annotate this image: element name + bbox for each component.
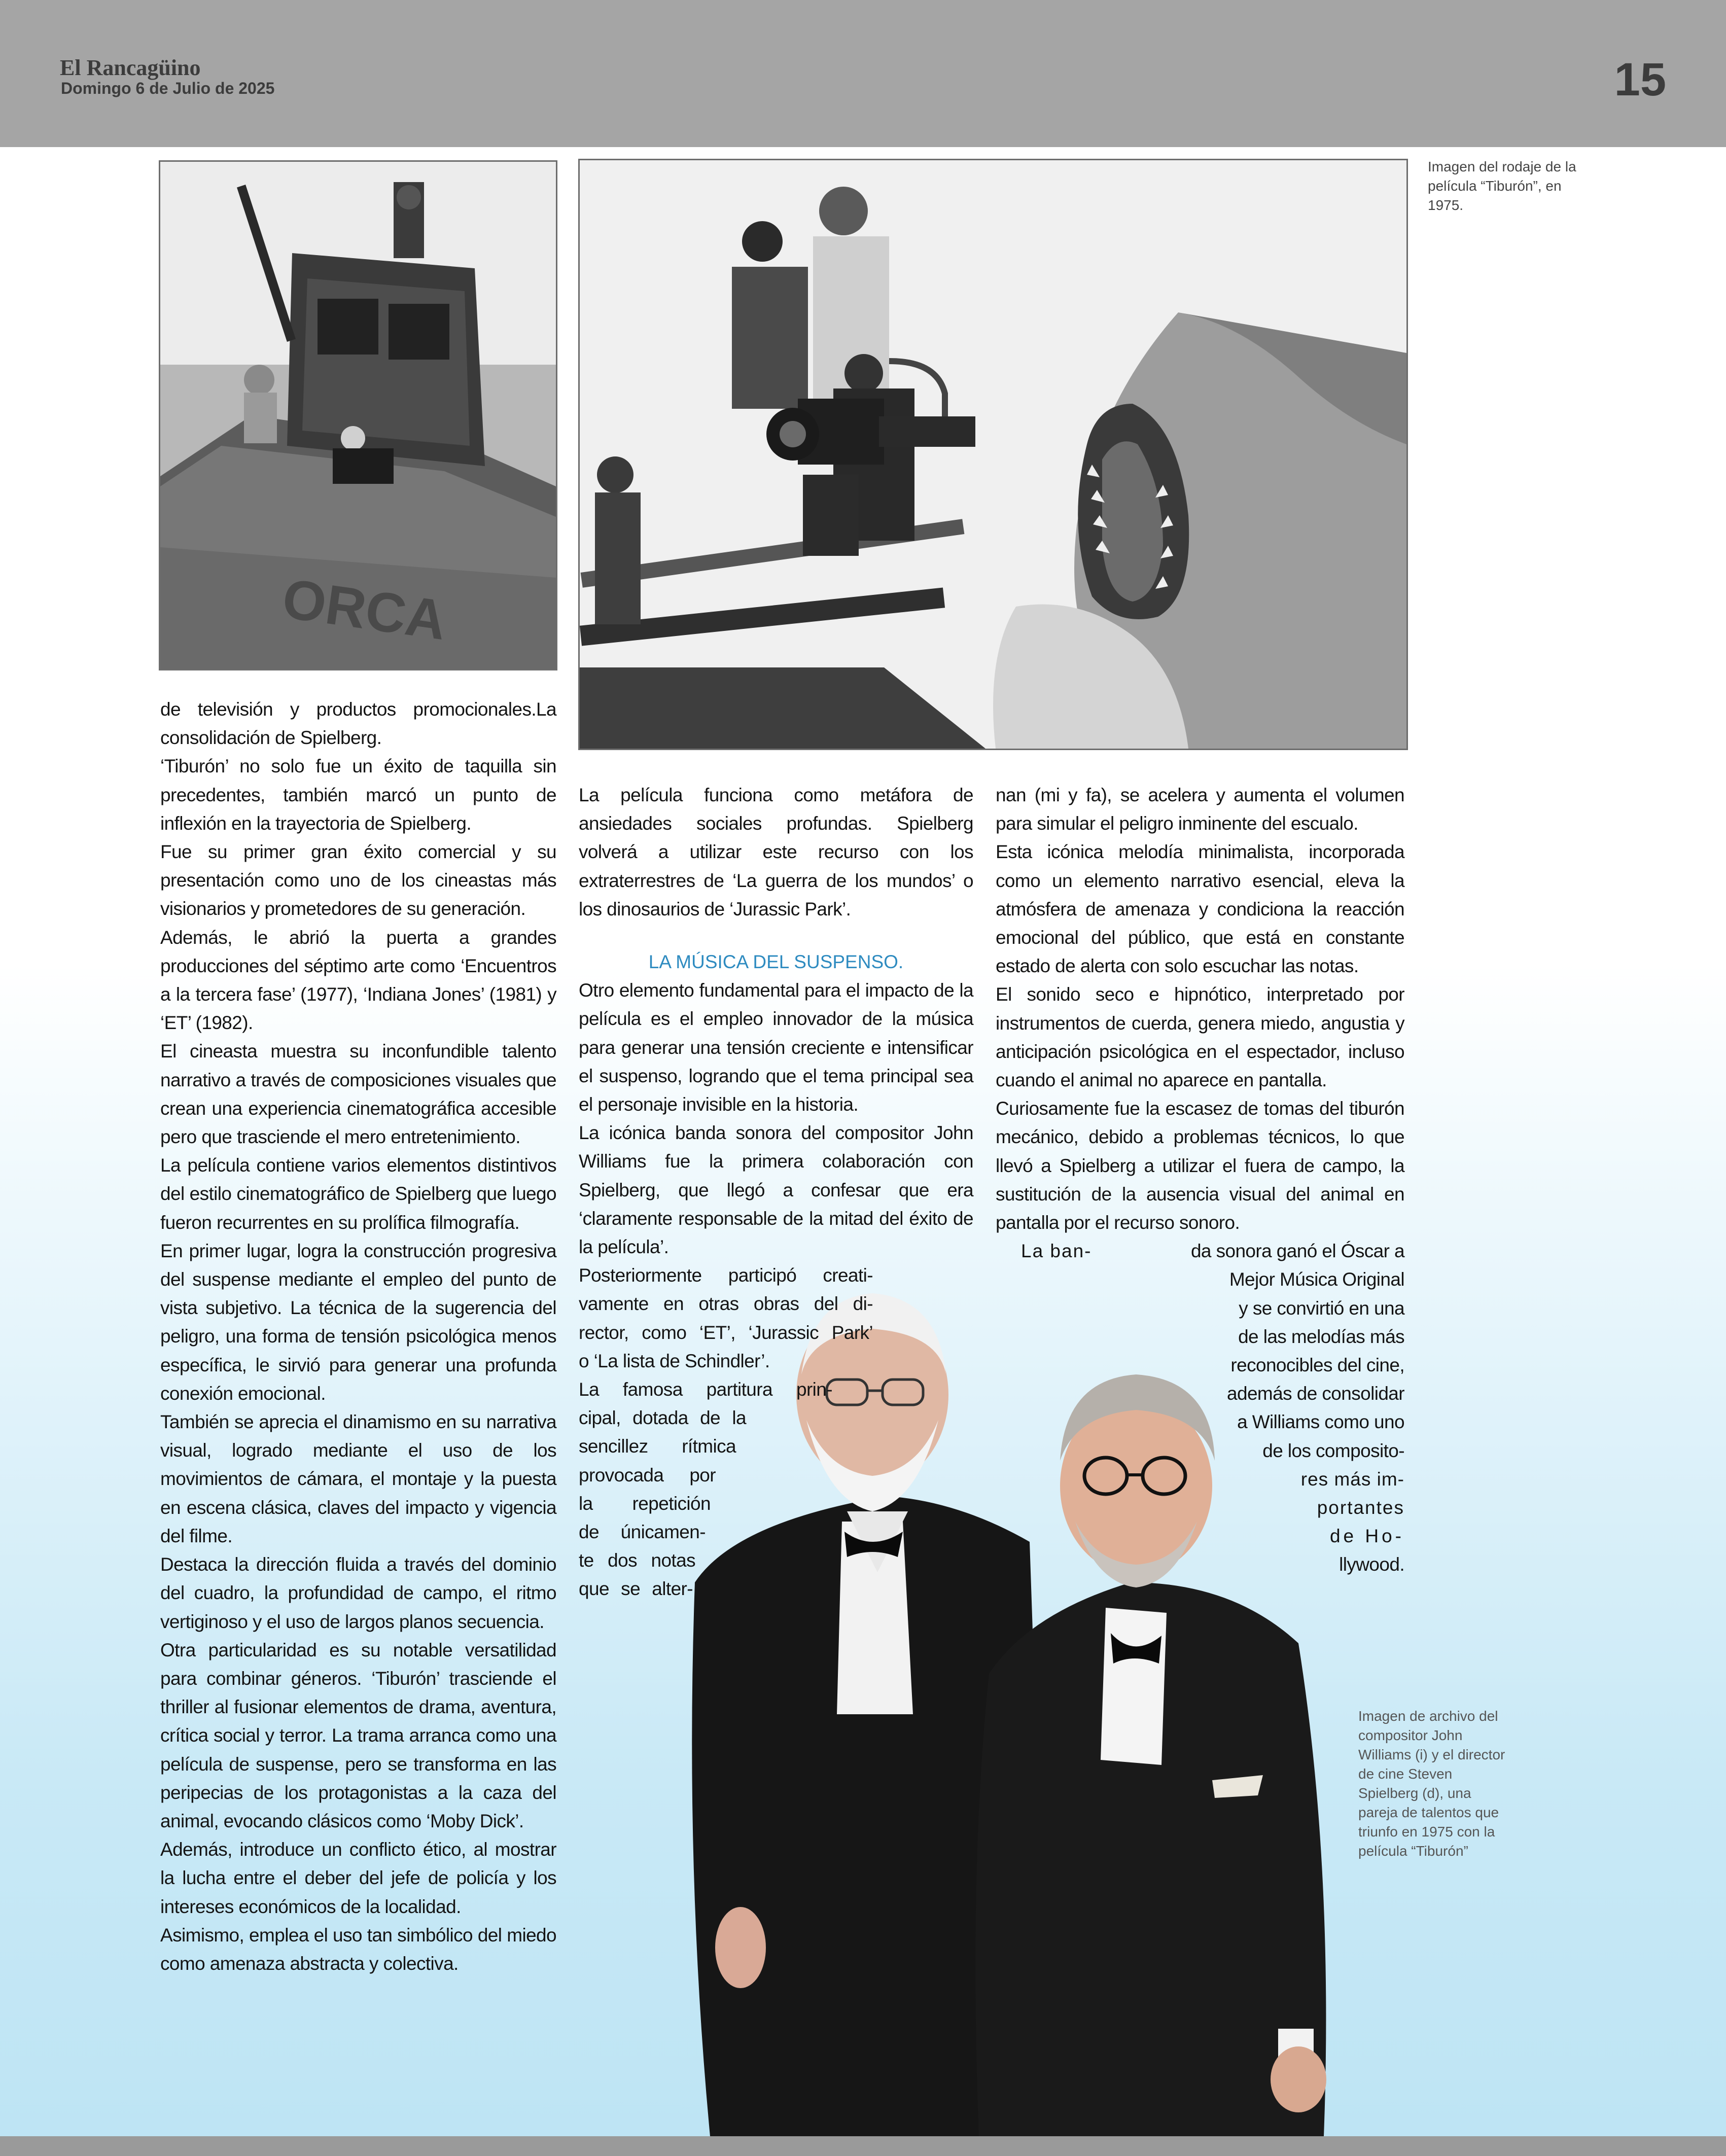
text-line: Mejor Música Original [1229, 1269, 1404, 1290]
text-line: de los composito- [1262, 1440, 1404, 1461]
paragraph: La película funciona como metáfora de ansiedades sociales profundas. Spielberg volverá a utilizar este recurso con los extraterrestres de ‘La guerra de los mundos’ o los dinosaurios de ‘Jurassic Park’. [579, 785, 973, 920]
text-line: provocada por [579, 1464, 716, 1486]
text-line: portantes [1317, 1497, 1404, 1518]
paragraph: de televisión y productos promocionales.La consolidación de Spielberg. [160, 699, 556, 749]
paragraph: La icónica banda sonora del compositor John Williams fue la primera colaboración con Spielberg, que llegó a confesar que era ‘claramente responsable de la mitad del éxito de la película’. [579, 1122, 973, 1258]
paragraph: En primer lugar, logra la construcción progresiva del suspense mediante el empleo del punto de vista subjetivo. La técnica de la sugerencia del peligro, una forma de tensión psicológica menos específica, le sirvió para generar una profunda conexión emocional. [160, 1240, 556, 1404]
page-number: 15 [1614, 54, 1666, 105]
text-line: y se convirtió en una [1239, 1297, 1404, 1319]
paragraph: Otro elemento fundamental para el impacto de la película es el empleo innovador de la música para generar una tensión creciente e intensificar el suspenso, logrando que el tema principal sea el personaje invisible en la historia. [579, 980, 973, 1115]
text-line: la repetición [579, 1493, 711, 1514]
article-column-1 [160, 695, 556, 1978]
shark-photo [578, 159, 1408, 750]
paragraph: Además, introduce un conflicto ético, al mostrar la lucha entre el deber del jefe de policía y los intereses económicos de la localidad. [160, 1839, 556, 1917]
paragraph: Destaca la dirección fluida a través del dominio del cuadro, la profundidad de campo, el ritmo vertiginoso y el uso de largos planos secuencia. [160, 1554, 556, 1632]
text-line: sencillez rítmica [579, 1436, 736, 1457]
paragraph: nan (mi y fa), se acelera y aumenta el volumen para simular el peligro inminente del escualo. [996, 785, 1404, 834]
boat-illustration [160, 162, 556, 669]
text-line: de Ho- [1329, 1526, 1404, 1547]
text-line: además de consolidar [1227, 1383, 1404, 1404]
paragraph: El sonido seco e hipnótico, interpretado por instrumentos de cuerda, genera miedo, angustia y anticipación psicológica en el espectador, incluso cuando el animal no aparece en pantalla. [996, 984, 1404, 1091]
paragraph: Además, le abrió la puerta a grandes producciones del séptimo arte como ‘Encuentros a la tercera fase’ (1977), ‘Indiana Jones’ (1981) y ‘ET’ (1982). [160, 927, 556, 1034]
article-column-3 [996, 781, 1404, 1579]
paragraph: Fue su primer gran éxito comercial y su presentación como uno de los cineastas más visionarios y prometedores de su generación. [160, 841, 556, 920]
paragraph: El cineasta muestra su inconfundible talento narrativo a través de composiciones visuales que crean una experiencia cinematográfica accesible pero que trasciende el mero entretenimiento. [160, 1041, 556, 1148]
text-line: a Williams como uno [1237, 1411, 1404, 1433]
issue-date: Domingo 6 de Julio de 2025 [61, 79, 275, 97]
text-fragment: La ban- [1021, 1241, 1092, 1262]
section-subhead: LA MÚSICA DEL SUSPENSO. [648, 951, 904, 973]
text-line: reconocibles del cine, [1230, 1355, 1404, 1376]
photo-caption-top: Imagen del rodaje de la película “Tiburón”, en 1975. [1428, 159, 1576, 213]
paragraph: Curiosamente fue la escasez de tomas del tiburón mecánico, debido a problemas técnicos, lo que llevó a Spielberg a utilizar el fuera de campo, la sustitución de la ausencia visual del animal en pantalla por el recurso sonoro. [996, 1098, 1404, 1233]
text-line: rector, como ‘ET’, ‘Jurassic Park’ [579, 1322, 873, 1343]
wrapped-text [996, 1237, 1404, 1579]
text-line: te dos notas [579, 1550, 695, 1571]
boat-photo [159, 160, 557, 670]
text-fragment: da sonora ganó el Óscar a [1190, 1241, 1404, 1262]
text-line: o ‘La lista de Schindler’. [579, 1350, 770, 1371]
svg-text:ORCA: ORCA [278, 567, 450, 652]
text-line: de las melodías más [1238, 1326, 1404, 1347]
paragraph: Esta icónica melodía minimalista, incorporada como un elemento narrativo esencial, eleva la atmósfera de amenaza y condiciona la reacción emocional del público, que está en constante estado de alerta con solo escuchar las notas. [996, 841, 1404, 977]
newspaper-name: El Rancagüino [60, 55, 201, 80]
text-line: vamente en otras obras del di- [579, 1293, 873, 1315]
text-line: de únicamen- [579, 1522, 706, 1543]
text-line: Posteriormente participó creati- [579, 1265, 873, 1286]
text-line-split [996, 1237, 1404, 1265]
paragraph: La película contiene varios elementos distintivos del estilo cinematográfico de Spielberg que luego fueron recurrentes en su prolífica filmografía. [160, 1155, 556, 1233]
footer-band [0, 2136, 1726, 2156]
text-line: cipal, dotada de la [579, 1407, 746, 1429]
paragraph: Otra particularidad es su notable versatilidad para combinar géneros. ‘Tiburón’ trasciende el thriller al fusionar elementos de drama, aventura, crítica social y terror. La trama arranca como una película de suspense, pero se transforma en las peripecias de los protagonistas a la caza del animal, evocando clásicos como ‘Moby Dick’. [160, 1639, 556, 1831]
wrapped-text [579, 1261, 973, 1603]
header-band [0, 0, 1726, 147]
paragraph: Asimismo, emplea el uso tan simbólico del miedo como amenaza abstracta y colectiva. [160, 1924, 556, 1974]
text-line: La famosa partitura prin- [579, 1379, 832, 1400]
text-line: llywood. [1339, 1554, 1404, 1575]
text-line: res más im- [1300, 1468, 1404, 1490]
shark-illustration [580, 160, 1406, 749]
paragraph: También se aprecia el dinamismo en su narrativa visual, logrado mediante el uso de los movimientos de cámara, el montaje y la puesta en escena clásica, claves del impacto y vigencia del filme. [160, 1411, 556, 1546]
photo-caption-bottom: Imagen de archivo del compositor John Williams (i) y el director de cine Steven Spielberg (d), una pareja de talentos que triunfo en 1975 con la película “Tiburón” [1358, 1708, 1505, 1859]
text-line: que se alter- [579, 1578, 693, 1600]
paragraph: ‘Tiburón’ no solo fue un éxito de taquilla sin precedentes, también marcó un punto de inflexión en la trayectoria de Spielberg. [160, 756, 556, 834]
article-column-2 [579, 781, 973, 1604]
